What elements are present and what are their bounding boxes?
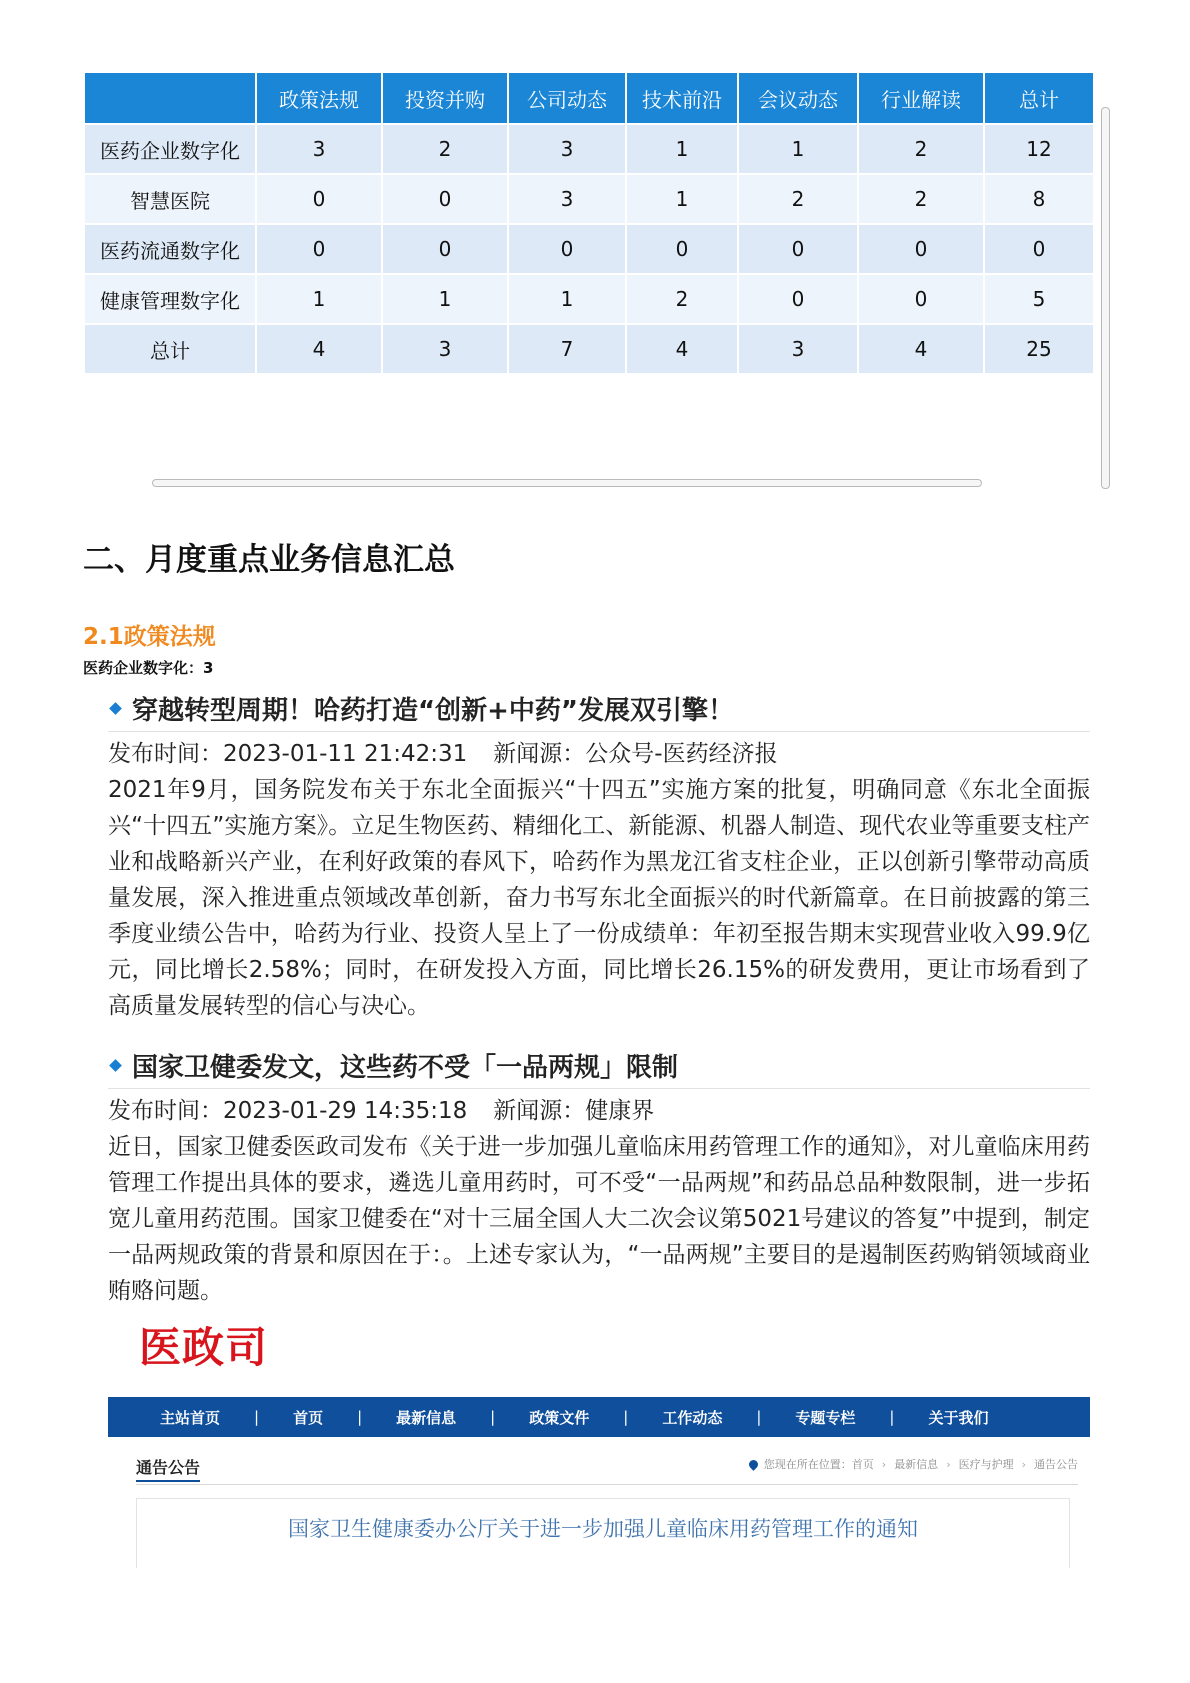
- article-item: [108, 690, 1090, 1024]
- embed-nav-item[interactable]: 工作动态: [662, 1408, 723, 1427]
- diamond-bullet-icon: [109, 1059, 122, 1072]
- table-cell: 4: [256, 324, 382, 374]
- table-cell: 4: [858, 324, 984, 374]
- table-header-cell: 公司动态: [508, 72, 626, 124]
- table-cell: 1: [382, 274, 508, 324]
- table-cell: 0: [626, 224, 738, 274]
- table-cell: 3: [382, 324, 508, 374]
- table-header-cell: 政策法规: [256, 72, 382, 124]
- horizontal-scrollbar[interactable]: [152, 479, 982, 487]
- table-cell: 医药流通数字化: [84, 224, 256, 274]
- table-cell: 医药企业数字化: [84, 124, 256, 174]
- article-item: [108, 1047, 1090, 1309]
- embed-nav-item[interactable]: 专题专栏: [795, 1408, 856, 1427]
- diamond-bullet-icon: [109, 702, 122, 715]
- notice-box: [136, 1498, 1070, 1568]
- location-pin-icon: [747, 1458, 760, 1471]
- subsection-title: 2.1政策法规: [83, 624, 216, 650]
- embed-nav-item[interactable]: 主站首页: [160, 1408, 221, 1427]
- publish-time: 2023-01-11 21:42:31: [223, 741, 468, 767]
- table-header-cell: 行业解读: [858, 72, 984, 124]
- table-cell: 0: [256, 174, 382, 224]
- table-cell: 0: [984, 224, 1094, 274]
- breadcrumb-item[interactable]: 通告公告: [1034, 1458, 1078, 1471]
- breadcrumb: 您现在所在位置： 首页 › 最新信息 › 医疗与护理 › 通告公告: [749, 1456, 1078, 1472]
- table-total-row: [84, 324, 1094, 374]
- breadcrumb-item[interactable]: 最新信息: [894, 1458, 939, 1471]
- table-cell: 4: [626, 324, 738, 374]
- embed-nav-item[interactable]: 政策文件: [529, 1408, 590, 1427]
- table-header-cell: 总计: [984, 72, 1094, 124]
- table-cell: 1: [256, 274, 382, 324]
- news-source: 公众号-医药经济报: [585, 741, 778, 767]
- article-meta: [108, 1095, 1090, 1127]
- time-label: 发布时间：: [108, 1098, 223, 1124]
- table-cell: 1: [738, 124, 858, 174]
- table-cell: 2: [626, 274, 738, 324]
- table-row: [84, 274, 1094, 324]
- table-cell: 0: [858, 224, 984, 274]
- table-row: [84, 224, 1094, 274]
- notice-title[interactable]: 国家卫生健康委办公厅关于进一步加强儿童临床用药管理工作的通知: [288, 1517, 918, 1541]
- article-meta: [108, 738, 1090, 770]
- table-cell: 总计: [84, 324, 256, 374]
- table-cell: 8: [984, 174, 1094, 224]
- embed-nav-item[interactable]: 最新信息: [396, 1408, 457, 1427]
- table-cell: 0: [382, 174, 508, 224]
- table-cell: 2: [858, 174, 984, 224]
- time-label: 发布时间：: [108, 741, 223, 767]
- table-cell: 0: [508, 224, 626, 274]
- table-cell: 12: [984, 124, 1094, 174]
- table-cell: 5: [984, 274, 1094, 324]
- article-body: 2021年9月，国务院发布关于东北全面振兴“十四五”实施方案的批复，明确同意《东北全面振兴“十四五”实施方案》。立足生物医药、精细化工、新能源、机器人制造、现代农业等重要支柱产业和战略新兴产业，在利好政策的春风下，哈药作为黑龙江省支柱企业，正以创新引擎带动高质量发展，深入推进重点领域改革创新，奋力书写东北全面振兴的时代新篇章。在日前披露的第三季度业绩公告中，哈药为行业、投资人呈上了一份成绩单：年初至报告期末实现营业收入99.9亿元，同比增长2.58%；同时，在研发投入方面，同比增长26.15%的研发费用，更让市场看到了高质量发展转型的信心与决心。: [108, 777, 1090, 1019]
- table-cell: 智慧医院: [84, 174, 256, 224]
- table-row: [84, 174, 1094, 224]
- source-label: 新闻源：: [493, 1098, 586, 1124]
- table-header-cell: 投资并购: [382, 72, 508, 124]
- table-header-cell: 会议动态: [738, 72, 858, 124]
- vertical-scrollbar[interactable]: [1101, 107, 1110, 489]
- category-count: 医药企业数字化：3: [83, 659, 214, 677]
- table-cell: 7: [508, 324, 626, 374]
- table-cell: 1: [626, 124, 738, 174]
- table-cell: 3: [738, 324, 858, 374]
- source-label: 新闻源：: [493, 741, 586, 767]
- table-cell: 3: [508, 124, 626, 174]
- embed-nav-item[interactable]: 首页: [293, 1408, 324, 1427]
- article-body: 近日，国家卫健委医政司发布《关于进一步加强儿童临床用药管理工作的通知》，对儿童临床用药管理工作提出具体的要求，遴选儿童用药时，可不受“一品两规”和药品总品种数限制，进一步拓宽儿童用药范围。国家卫健委在“对十三届全国人大二次会议第5021号建议的答复”中提到，制定一品两规政策的背景和原因在于：。上述专家认为，“一品两规”主要目的是遏制医药购销领域商业贿赂问题。: [108, 1134, 1090, 1304]
- table-header-cell: [84, 72, 256, 124]
- table-cell: 0: [382, 224, 508, 274]
- breadcrumb-item[interactable]: 医疗与护理: [958, 1458, 1014, 1471]
- table-cell: 1: [508, 274, 626, 324]
- table-cell: 0: [738, 274, 858, 324]
- table-cell: 3: [256, 124, 382, 174]
- table-cell: 0: [738, 224, 858, 274]
- embed-logo: 医政司: [139, 1323, 269, 1372]
- breadcrumb-label: 您现在所在位置：: [763, 1458, 852, 1471]
- publish-time: 2023-01-29 14:35:18: [223, 1098, 468, 1124]
- embed-nav-item[interactable]: 关于我们: [928, 1408, 989, 1427]
- table-cell: 0: [256, 224, 382, 274]
- table-cell: 3: [508, 174, 626, 224]
- embed-nav-bar: 主站首页 | 首页 | 最新信息 | 政策文件 | 工作动态 | 专题专栏 | 关于我们: [108, 1397, 1090, 1437]
- table-header-row: [84, 72, 1094, 124]
- table-header-cell: 技术前沿: [626, 72, 738, 124]
- table-cell: 25: [984, 324, 1094, 374]
- article-title[interactable]: 国家卫健委发文，这些药不受「一品两规」限制: [132, 1053, 679, 1083]
- table-cell: 2: [382, 124, 508, 174]
- embed-section-label: 通告公告: [136, 1455, 200, 1482]
- section-title: 二、月度重点业务信息汇总: [83, 542, 455, 578]
- table-cell: 1: [626, 174, 738, 224]
- news-source: 健康界: [585, 1098, 655, 1124]
- summary-table: [83, 71, 1095, 375]
- article-title[interactable]: 穿越转型周期！哈药打造“创新+中药”发展双引擎！: [132, 696, 734, 726]
- table-cell: 健康管理数字化: [84, 274, 256, 324]
- article-title-row[interactable]: [108, 690, 1090, 732]
- table-cell: 0: [858, 274, 984, 324]
- table-row: [84, 124, 1094, 174]
- table-cell: 2: [738, 174, 858, 224]
- breadcrumb-item[interactable]: 首页: [851, 1458, 874, 1471]
- divider: [136, 1484, 1078, 1485]
- article-title-row[interactable]: [108, 1047, 1090, 1089]
- table-cell: 2: [858, 124, 984, 174]
